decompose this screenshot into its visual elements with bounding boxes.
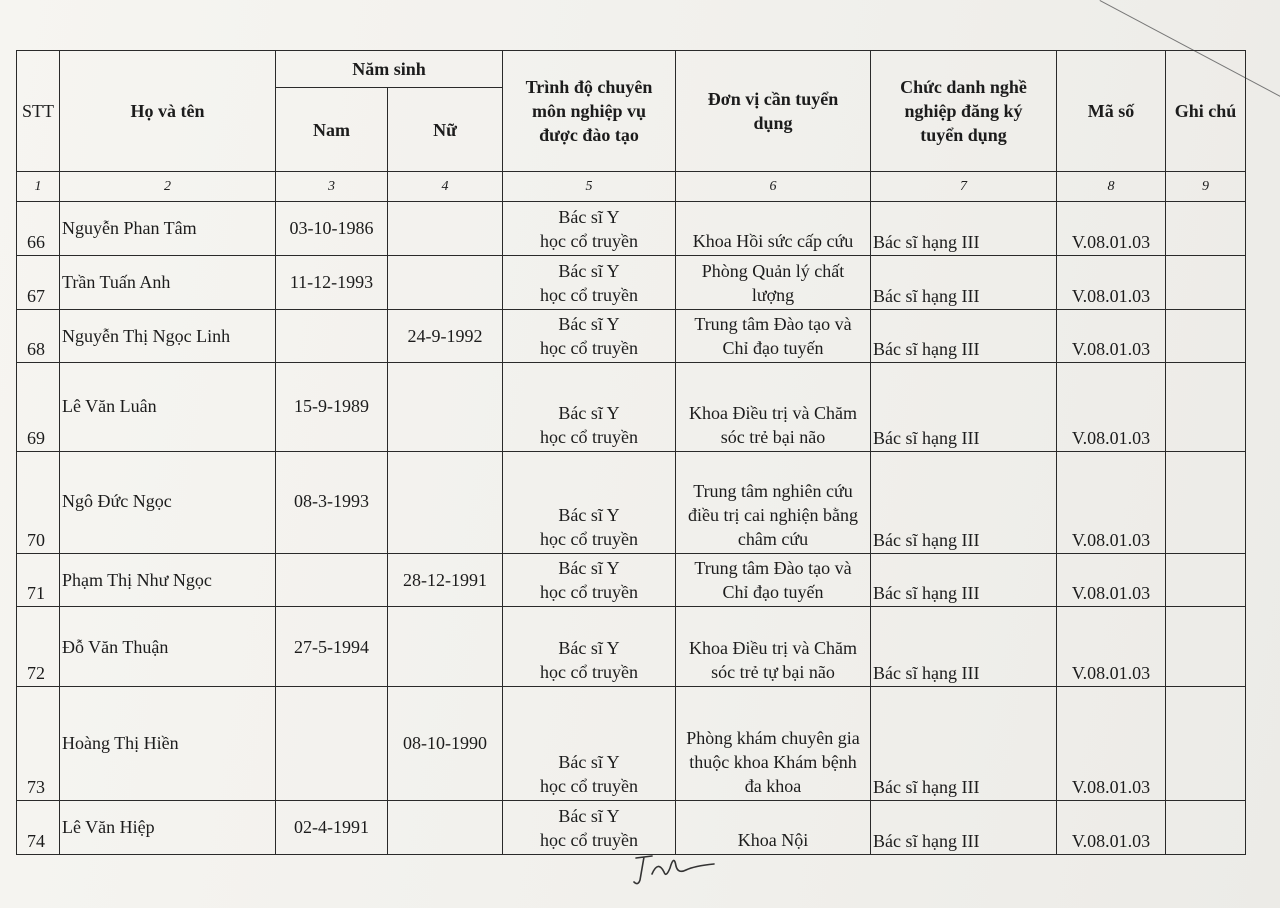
row-note [1166,801,1246,855]
unit-line: châm cứu [737,529,809,549]
row-dob-female: 28-12-1991 [388,554,503,607]
row-code: V.08.01.03 [1057,452,1166,554]
handwritten-initial-signature [630,850,720,890]
table-row [17,687,1246,801]
header-stt: STT [17,51,60,172]
row-dob-female [388,363,503,452]
unit-line: Chỉ đạo tuyến [722,582,824,602]
row-name: Lê Văn Luân [60,363,276,452]
row-job-title: Bác sĩ hạng III [871,310,1057,363]
row-name: Hoàng Thị Hiền [60,687,276,801]
qualification-line: học cổ truyền [540,529,638,549]
qualification-line: học cổ truyền [540,427,638,447]
row-code: V.08.01.03 [1057,554,1166,607]
table-row [17,452,1246,554]
row-note [1166,310,1246,363]
row-dob-male: 08-3-1993 [276,452,388,554]
header-chuc-danh-line: tuyển dụng [920,125,1007,145]
row-qualification [503,363,676,452]
unit-line: sóc trẻ tự bại não [711,662,835,682]
column-number: 9 [1166,172,1246,202]
table-row [17,363,1246,452]
header-ma-so: Mã số [1057,51,1166,172]
row-dob-female [388,607,503,687]
row-qualification [503,554,676,607]
table-row [17,607,1246,687]
row-name: Trần Tuấn Anh [60,256,276,310]
row-dob-male: 15-9-1989 [276,363,388,452]
row-stt: 71 [17,554,60,607]
qualification-line: Bác sĩ Y [558,261,620,281]
row-unit [676,607,871,687]
unit-line: Khoa Điều trị và Chăm [689,403,857,423]
row-unit [676,452,871,554]
header-don-vi [676,51,871,172]
header-chuc-danh-line: nghiệp đăng ký [904,101,1023,121]
row-name: Lê Văn Hiệp [60,801,276,855]
qualification-line: Bác sĩ Y [558,558,620,578]
qualification-line: học cổ truyền [540,231,638,251]
row-job-title: Bác sĩ hạng III [871,256,1057,310]
header-don-vi-line: Đơn vị cần tuyển [707,89,839,109]
row-note [1166,554,1246,607]
unit-line: Chỉ đạo tuyến [722,338,824,358]
qualification-line: Bác sĩ Y [558,403,620,423]
row-qualification [503,256,676,310]
table-row [17,554,1246,607]
header-trinh-do-line: môn nghiệp vụ [531,101,647,121]
unit-line: Phòng khám chuyên gia [686,728,860,748]
row-dob-female [388,801,503,855]
row-dob-female: 08-10-1990 [388,687,503,801]
unit-line: Trung tâm nghiên cứu [693,481,853,501]
qualification-line: Bác sĩ Y [558,638,620,658]
column-number: 1 [17,172,60,202]
header-nam-sinh: Năm sinh [276,51,503,88]
qualification-line: Bác sĩ Y [558,314,620,334]
row-job-title: Bác sĩ hạng III [871,801,1057,855]
row-code: V.08.01.03 [1057,363,1166,452]
row-stt: 73 [17,687,60,801]
unit-line: đa khoa [744,776,802,796]
unit-line: Trung tâm Đào tạo và [694,558,852,578]
header-ghi-chu: Ghi chú [1166,51,1246,172]
row-name: Nguyễn Phan Tâm [60,202,276,256]
row-name: Đỗ Văn Thuận [60,607,276,687]
row-code: V.08.01.03 [1057,687,1166,801]
qualification-line: học cổ truyền [540,662,638,682]
row-note [1166,363,1246,452]
qualification-line: học cổ truyền [540,582,638,602]
qualification-line: Bác sĩ Y [558,207,620,227]
table-row [17,202,1246,256]
row-stt: 66 [17,202,60,256]
row-job-title: Bác sĩ hạng III [871,554,1057,607]
row-name: Nguyễn Thị Ngọc Linh [60,310,276,363]
row-job-title: Bác sĩ hạng III [871,363,1057,452]
row-note [1166,607,1246,687]
row-code: V.08.01.03 [1057,801,1166,855]
header-chuc-danh-line: Chức danh nghề [900,77,1027,97]
header-chuc-danh [871,51,1057,172]
column-number: 3 [276,172,388,202]
row-code: V.08.01.03 [1057,256,1166,310]
row-note [1166,687,1246,801]
unit-line: điều trị cai nghiện bằng [688,505,858,525]
row-dob-male [276,554,388,607]
column-number: 2 [60,172,276,202]
row-qualification [503,202,676,256]
qualification-line: Bác sĩ Y [558,806,620,826]
row-dob-male [276,687,388,801]
header-trinh-do [503,51,676,172]
row-unit [676,256,871,310]
row-unit [676,801,871,855]
header-nu: Nữ [388,88,503,172]
unit-line: lượng [751,285,795,305]
column-number: 4 [388,172,503,202]
row-dob-male [276,310,388,363]
recruitment-table [16,50,1246,855]
row-stt: 68 [17,310,60,363]
table-row [17,310,1246,363]
unit-line: thuộc khoa Khám bệnh [689,752,857,772]
row-job-title: Bác sĩ hạng III [871,607,1057,687]
qualification-line: học cổ truyền [540,285,638,305]
column-number: 6 [676,172,871,202]
row-dob-male: 03-10-1986 [276,202,388,256]
column-number: 7 [871,172,1057,202]
row-stt: 70 [17,452,60,554]
row-code: V.08.01.03 [1057,202,1166,256]
row-unit [676,687,871,801]
column-number: 8 [1057,172,1166,202]
table-row [17,801,1246,855]
column-number: 5 [503,172,676,202]
row-qualification [503,452,676,554]
unit-line: Khoa Điều trị và Chăm [689,638,857,658]
unit-line: Phòng Quản lý chất [701,261,845,281]
row-name: Ngô Đức Ngọc [60,452,276,554]
row-unit [676,363,871,452]
row-unit [676,202,871,256]
unit-line: Khoa Nội [737,830,809,850]
row-job-title: Bác sĩ hạng III [871,452,1057,554]
row-code: V.08.01.03 [1057,310,1166,363]
row-job-title: Bác sĩ hạng III [871,202,1057,256]
row-job-title: Bác sĩ hạng III [871,687,1057,801]
row-dob-female [388,202,503,256]
unit-line: sóc trẻ bại não [720,427,826,447]
header-trinh-do-line: Trình độ chuyên [525,77,653,97]
row-dob-female: 24-9-1992 [388,310,503,363]
table-row [17,256,1246,310]
row-stt: 69 [17,363,60,452]
row-name: Phạm Thị Như Ngọc [60,554,276,607]
row-dob-male: 11-12-1993 [276,256,388,310]
qualification-line: Bác sĩ Y [558,752,620,772]
unit-line: Khoa Hồi sức cấp cứu [692,231,854,251]
row-note [1166,202,1246,256]
row-unit [676,554,871,607]
qualification-line: Bác sĩ Y [558,505,620,525]
row-dob-male: 27-5-1994 [276,607,388,687]
header-don-vi-line: dụng [753,113,793,133]
row-qualification [503,607,676,687]
row-dob-female [388,452,503,554]
row-code: V.08.01.03 [1057,607,1166,687]
row-note [1166,452,1246,554]
unit-line: Trung tâm Đào tạo và [694,314,852,334]
row-stt: 74 [17,801,60,855]
row-stt: 67 [17,256,60,310]
row-qualification [503,687,676,801]
row-dob-female [388,256,503,310]
row-stt: 72 [17,607,60,687]
header-trinh-do-line: được đào tạo [539,125,639,145]
header-ho-ten: Họ và tên [60,51,276,172]
header-nam: Nam [276,88,388,172]
row-qualification [503,801,676,855]
row-dob-male: 02-4-1991 [276,801,388,855]
row-unit [676,310,871,363]
qualification-line: học cổ truyền [540,776,638,796]
qualification-line: học cổ truyền [540,830,638,850]
qualification-line: học cổ truyền [540,338,638,358]
row-note [1166,256,1246,310]
row-qualification [503,310,676,363]
